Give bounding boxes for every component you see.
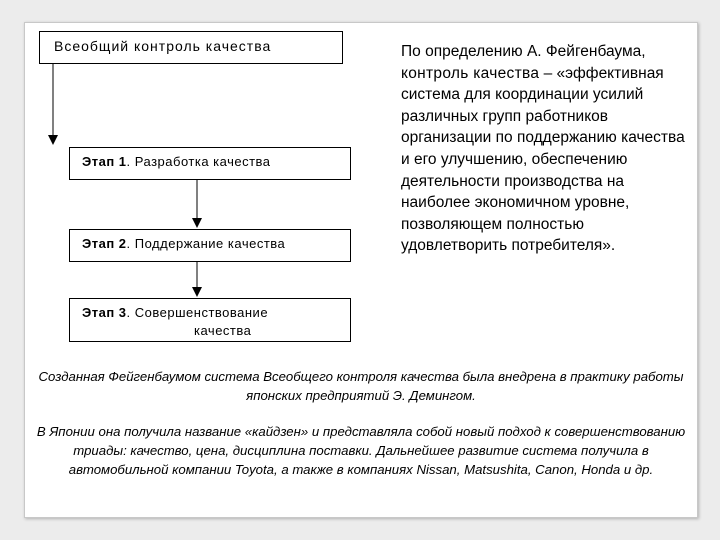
definition-rest: – «эффективная система для координации усилий различных групп работников организации по поддержанию качества и его улучшению, обеспечению деятельности производства на наиболее экономичном уровне, позволяющем полностью удовлетворить потребителя». [401, 64, 685, 255]
stage-box-1 [69, 147, 351, 180]
stage-label [82, 305, 268, 320]
stage-name: . Разработка качества [126, 154, 271, 169]
stage-box-2 [69, 229, 351, 262]
paragraph-kaizen: В Японии она получила название «кайдзен» и представляла собой новый подход к совершенствованию триады: качество, цена, дисциплина поставки. Дальнейшее развитие система получила в автомобильной компании Toyota, а также в компаниях Nissan, Matsushita, Canon, Honda и др. [36, 424, 686, 477]
arrow-icon [192, 287, 202, 297]
stage-name: . Совершенствование [126, 305, 269, 320]
arrow-icon [192, 218, 202, 228]
diagram-title-box [39, 31, 343, 64]
arrow-icon [48, 135, 58, 145]
diagram-title: Всеобщий контроль качества [54, 38, 272, 54]
stage-prefix: Этап 3 [82, 305, 127, 320]
stage-prefix: Этап 2 [82, 236, 127, 251]
definition-intro: По определению А. Фейгенбаума, [401, 43, 646, 60]
definition-text [401, 41, 691, 257]
slide [24, 22, 698, 518]
stage-box-3 [69, 298, 351, 342]
stage-prefix: Этап 1 [82, 154, 127, 169]
stage-label [82, 154, 271, 169]
paragraph-deming: Созданная Фейгенбаумом система Всеобщего контроля качества была внедрена в практику работы японских предприятий Э. Демингом. [38, 369, 684, 403]
stage-name-continuation: качества [194, 323, 252, 338]
stage-label [82, 236, 285, 251]
stage-name: . Поддержание качества [126, 236, 286, 251]
definition-term: контроль качества [401, 64, 540, 82]
